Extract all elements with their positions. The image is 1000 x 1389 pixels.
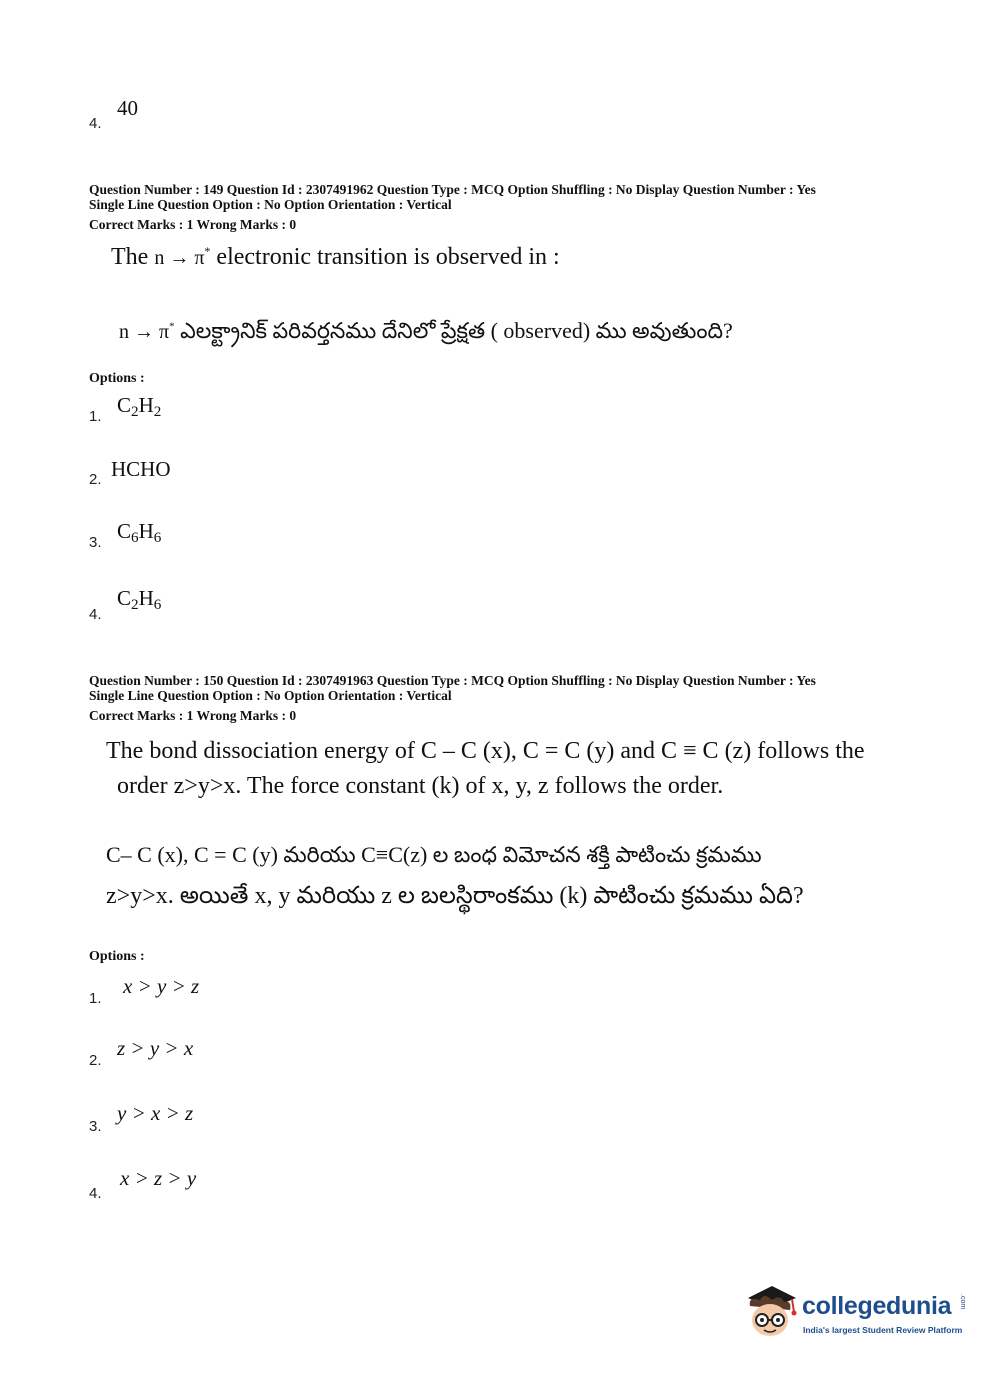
q150-option-4[interactable]: x > z > y <box>120 1166 197 1190</box>
q149-option-3-number: 3. <box>89 534 102 551</box>
logo-tagline: India's largest Student Review Platform <box>803 1325 963 1335</box>
q149-option-4[interactable] <box>117 586 161 614</box>
q149-text-suffix: electronic transition is observed in : <box>210 244 560 270</box>
formula-sub: 2 <box>131 403 139 420</box>
q149-telugu-body: ఎలక్ట్రానిక్ పరివర్తనము దేనిలో ప్రేక్షత ( observed) ము అవుతుంది? <box>174 318 733 343</box>
logo-suffix: .com <box>959 1294 966 1310</box>
q149-meta-line2: Single Line Question Option : No Option Orientation : Vertical <box>89 197 452 212</box>
q149-telugu-star: * <box>169 320 175 333</box>
q150-marks: Correct Marks : 1 Wrong Marks : 0 <box>89 708 297 723</box>
q150-meta-line1: Question Number : 150 Question Id : 2307491963 Question Type : MCQ Option Shuffling : No Display Question Number : Yes <box>89 673 816 688</box>
prev-option-number: 4. <box>89 115 102 132</box>
q149-question-text <box>111 244 560 271</box>
q150-option-1[interactable]: x > y > z <box>123 974 200 998</box>
q149-telugu-text <box>119 318 733 349</box>
formula-part: H <box>138 519 154 543</box>
formula-part: H <box>138 586 154 610</box>
q149-marks: Correct Marks : 1 Wrong Marks : 0 <box>89 217 297 232</box>
formula-part: C <box>117 393 132 417</box>
q150-options-label: Options : <box>89 949 145 964</box>
q150-option-4-number: 4. <box>89 1185 102 1202</box>
collegedunia-logo <box>740 1282 970 1352</box>
q150-option-2[interactable]: z > y > x <box>117 1036 194 1060</box>
formula-part: H <box>138 393 154 417</box>
formula-sub: 6 <box>153 596 162 613</box>
q149-option-1-number: 1. <box>89 408 102 425</box>
q149-option-2[interactable]: HCHO <box>111 457 171 481</box>
q150-option-1-number: 1. <box>89 990 102 1007</box>
q150-meta-line2: Single Line Question Option : No Option Orientation : Vertical <box>89 688 452 703</box>
mascot-icon <box>740 1282 800 1344</box>
q150-option-3[interactable]: y > x > z <box>117 1101 194 1125</box>
formula-part: C <box>117 586 132 610</box>
formula-part: C <box>117 519 132 543</box>
q149-text-n: n <box>154 247 165 269</box>
q149-text-star: * <box>204 244 211 258</box>
formula-sub: 6 <box>153 529 162 546</box>
q150-question-line2: order z>y>x. The force constant (k) of x, y, z follows the order. <box>117 773 724 799</box>
q150-telugu-line2: z>y>x. అయితే x, y మరియు z ల బలస్థిరాంకము (k) పాటించు క్రమము ఏది? <box>106 883 804 909</box>
q149-options-label: Options : <box>89 371 145 386</box>
q149-option-4-number: 4. <box>89 606 102 623</box>
q150-question-line1: The bond dissociation energy of C – C (x), C = C (y) and C ≡ C (z) follows the <box>106 738 865 764</box>
formula-sub: 6 <box>131 529 139 546</box>
q150-option-3-number: 3. <box>89 1118 102 1135</box>
q149-option-2-number: 2. <box>89 471 102 488</box>
formula-sub: 2 <box>153 403 162 420</box>
q150-telugu-line1: C– C (x), C = C (y) మరియు C≡C(z) ల బంధ విమోచన శక్తి పాటించు క్రమము <box>106 842 762 867</box>
q149-text-prefix: The <box>111 244 155 270</box>
q149-text-arrow: → π <box>164 247 205 269</box>
prev-option-value: 40 <box>117 96 138 120</box>
q149-option-3[interactable] <box>117 519 161 547</box>
formula-sub: 2 <box>131 596 139 613</box>
q150-option-2-number: 2. <box>89 1052 102 1069</box>
q149-option-1[interactable] <box>117 393 161 421</box>
q149-telugu-prefix: n → π <box>119 321 170 343</box>
logo-wordmark: collegedunia <box>802 1292 952 1320</box>
q149-meta-line1: Question Number : 149 Question Id : 2307491962 Question Type : MCQ Option Shuffling : No Display Question Number : Yes <box>89 182 816 197</box>
